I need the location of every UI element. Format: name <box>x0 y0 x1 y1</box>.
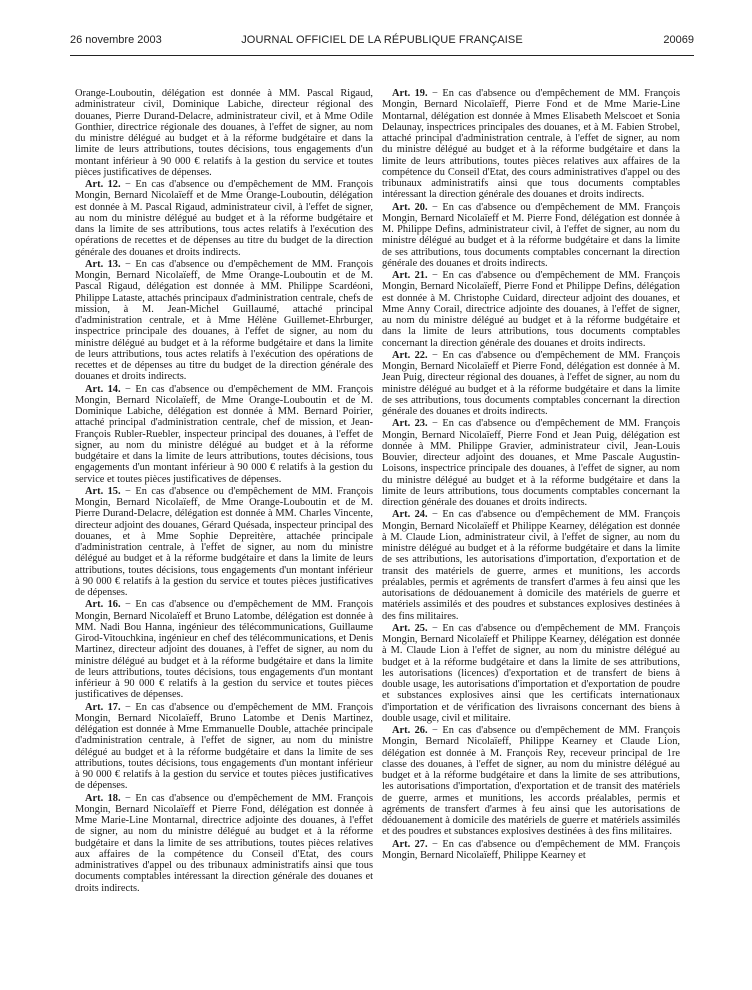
article-label: Art. 19. <box>392 88 428 99</box>
article-label: Art. 17. <box>85 701 121 713</box>
article-text: − En cas d'absence ou d'empêchement de MM. François Mongin, Bernard Nicolaïeff, Pierre Fond et de Mme Marie-Line Montarnal, délégation est donnée à Mmes Elisabeth Melscoet et Sonia Delaunay, inspectrices principales des douanes, et à M. Fabien Strobel, attaché principal d'administration centrale, à l'effet de signer, au nom du ministre délégué au budget et à la réforme budgétaire et dans la limite de leurs attributions, toutes pièces relatives aux affaires de la compétence du Conseil d'Etat, des cours administratives d'appel ou des tribunaux administratifs ainsi que tous documents comptables intéressant la direction générale des douanes et droits indirects. <box>382 88 680 201</box>
article-label: Art. 23. <box>392 418 428 430</box>
article-label: Art. 20. <box>392 201 428 213</box>
journal-title: JOURNAL OFFICIEL DE LA RÉPUBLIQUE FRANÇAISE <box>241 34 523 46</box>
article-paragraph <box>382 725 680 838</box>
article-paragraph <box>382 88 680 201</box>
article-text: − En cas d'absence ou d'empêchement de MM. François Mongin, Bernard Nicolaïeff et Philippe Kearney, délégation est donnée à M. Claude Lion à l'effet de signer, au nom du ministre délégué au budget et à la réforme budgétaire et dans la limite de ses attributions, les autorisations (licences) d'exportation et de transfert de biens à double usage, les autorisations d'importation et d'exportation de poudre et substances explosives ainsi que les certificats internationaux d'importation et de vérification des livraisons concernant des biens à double usage, civil et militaire. <box>382 622 680 724</box>
article-text: − En cas d'absence ou d'empêchement de MM. François Mongin, Bernard Nicolaïeff, Pierre Fond et Philippe Defins, délégation est donnée à M. Christophe Cuidard, directeur adjoint des douanes, et Mme Anny Corail, directrice adjointe des douanes, à l'effet de signer, au nom du ministre délégué au budget et à la réforme budgétaire et dans la limite de leurs attributions, tous documents comptables concernant la direction générale des douanes et droits indirects. <box>382 270 680 349</box>
article-label: Art. 13. <box>85 258 121 270</box>
article-paragraph <box>382 418 680 508</box>
article-text: Orange-Louboutin, délégation est donnée à MM. Pascal Rigaud, administrateur civil, Dominique Labiche, directeur régional des douanes, Pierre Durand-Delacre, administrateur civil, et à Mme Odile Gonthier, directrice régionale des douanes, à l'effet de signer, au nom du ministre délégué au budget et à la réforme budgétaire et dans la limite de leurs attributions, toutes décisions, tous engagements d'un montant inférieur à 90 000 € relatifs à la gestion du service et toutes pièces justificatives de dépenses. <box>75 88 373 178</box>
article-label: Art. 16. <box>85 599 121 611</box>
article-text: − En cas d'absence ou d'empêchement de MM. François Mongin, Bernard Nicolaïeff et Pierre Fond, délégation est donnée à Mme Marie-Line Montarnal, directrice adjointe des douanes, à l'effet de signer, au nom du ministre délégué au budget et à la réforme budgétaire et dans la limite de ses attributions, toutes pièces relatives aux affaires de la compétence du Conseil d'Etat, des cours administratives d'appel ou des tribunaux administratifs ainsi que tous documents comptables intéressant la direction générale des douanes et droits indirects. <box>75 792 373 894</box>
article-text: − En cas d'absence ou d'empêchement de MM. François Mongin, Bernard Nicolaïeff, Bruno Latombe et Denis Martinez, délégation est donnée à Mme Emmanuelle Double, attachée principale d'administration centrale, à l'effet de signer, au nom du ministre délégué au budget et à la réforme budgétaire et dans la limite de ses attributions, toutes décisions, tous engagements d'un montant inférieur à 90 000 € relatifs à la gestion du service et toutes pièces justificatives de dépenses. <box>75 701 373 792</box>
article-paragraph <box>382 270 680 349</box>
article-text: − En cas d'absence ou d'empêchement de MM. François Mongin, Bernard Nicolaïeff, Pierre Fond et Jean Puig, délégation est donnée à MM. Philippe Gravier, administrateur civil, Jean-Louis Bouvier, directeur adjoint des douanes, et Mme Pascale Augustin-Loisons, inspectrice principale des douanes, à l'effet de signer, au nom du ministre délégué au budget et à la réforme budgétaire et dans la limite de leurs attributions, tous documents comptables concernant la direction générale des douanes et droits indirects. <box>382 418 680 508</box>
article-text: − En cas d'absence ou d'empêchement de MM. François Mongin, Bernard Nicolaïeff, de Mme Orange-Louboutin et de M. Pierre Durand-Delacre, délégation est donnée à MM. Charles Vincente, directeur adjoint des douanes, Gérard Quésada, inspecteur principal des douanes, et à Mme Sophie Depreitère, attachée principale d'administration centrale, à l'effet de signer, au nom du ministre délégué au budget et à la réforme budgétaire et dans la limite de leurs attributions, toutes décisions, tous engagements d'un montant inférieur à 90 000 € relatifs à la gestion du service et toutes pièces justificatives de dépenses. <box>75 485 373 598</box>
article-label: Art. 21. <box>392 270 428 281</box>
right-column <box>382 88 680 983</box>
article-paragraph <box>382 623 680 724</box>
article-text: − En cas d'absence ou d'empêchement de MM. François Mongin, Bernard Nicolaïeff, Philippe Kearney et Claude Lion, délégation est donnée à M. François Rey, receveur principal de 1re classe des douanes, à l'effet de signer, au nom du ministre délégué au budget et à la réforme budgétaire et dans la limite de ses attributions, les autorisations d'importation, d'exportation et de transit des matériels de guerre, armes et munitions, les accords préalables, permis et agréments de transfert d'armes à feu ainsi que les autorisations de dédouanement à domicile des matériels de guerre et matériels assimilés et des poudres et substances explosives destinées à des fins militaires. <box>382 725 680 838</box>
article-paragraph <box>75 179 373 258</box>
article-text: − En cas d'absence ou d'empêchement de MM. François Mongin, Bernard Nicolaïeff et de Mme Orange-Louboutin, délégation est donnée à M. Pascal Rigaud, administrateur civil, à l'effet de signer, au nom du ministre délégué au budget et à la réforme budgétaire et dans la limite de ses attributions, tous actes relatifs à l'exécution des opérations de recettes et de dépenses au titre du budget de la direction générale des douanes et droits indirects. <box>75 179 373 258</box>
article-label: Art. 27. <box>392 838 428 850</box>
article-label: Art. 14. <box>85 383 121 395</box>
article-label: Art. 24. <box>392 509 428 521</box>
article-text: − En cas d'absence ou d'empêchement de MM. François Mongin, Bernard Nicolaïeff et Bruno Latombe, délégation est donnée à MM. Nadi Bou Hanna, ingénieur des télécommunications, Guillaume Girod-Vitouchkina, ingénieur en chef des télécommunications, et Denis Martinez, directeur adjoint des douanes, à l'effet de signer, au nom du ministre délégué au budget et à la réforme budgétaire et dans la limite de leurs attributions, toutes décisions, tous engagements d'un montant inférieur à 90 000 € relatifs à la gestion du service et toutes pièces justificatives de dépenses. <box>75 599 373 701</box>
header-date: 26 novembre 2003 <box>70 34 162 46</box>
article-paragraph <box>382 350 680 418</box>
article-text: − En cas d'absence ou d'empêchement de MM. François Mongin, Bernard Nicolaïeff et M. Pierre Fond, délégation est donnée à M. Philippe Defins, administrateur civil, à l'effet de signer, au nom du ministre délégué au budget et à la réforme budgétaire et dans la limite de ses attributions, tous documents comptables concernant la direction générale des douanes et droits indirects. <box>382 201 680 269</box>
article-paragraph <box>75 88 373 178</box>
article-label: Art. 18. <box>85 792 121 804</box>
article-label: Art. 15. <box>85 485 121 497</box>
article-label: Art. 25. <box>392 622 428 634</box>
left-column <box>75 88 373 983</box>
article-paragraph <box>382 839 680 862</box>
header-rule <box>70 55 694 56</box>
article-paragraph <box>75 702 373 792</box>
article-paragraph <box>75 384 373 485</box>
article-text: − En cas d'absence ou d'empêchement de MM. François Mongin, Bernard Nicolaïeff, de Mme Orange-Louboutin et de M. Dominique Labiche, délégation est donnée à MM. Bernard Poirier, attaché principal d'administration centrale, chef de mission, et Jean-François Rubler-Ruebler, inspecteur principal des douanes, à l'effet de signer, au nom du ministre délégué au budget et à la réforme budgétaire et dans la limite de leurs attributions, toutes décisions, tous engagements d'un montant inférieur à 90 000 € relatifs à la gestion du service et toutes pièces justificatives de dépenses. <box>75 383 373 485</box>
article-text: − En cas d'absence ou d'empêchement de MM. François Mongin, Bernard Nicolaïeff, de Mme Orange-Louboutin et de M. Pascal Rigaud, délégation est donnée à MM. Philippe Scardéoni, Philippe Lataste, attachés principaux d'administration centrale, chefs de mission, à M. Jean-Michel Guillaumé, attaché principal d'administration centrale, et à Mme Hélène Guillemet-Ehrburger, inspectrice principale des douanes, à l'effet de signer, au nom du ministre délégué au budget et à la réforme budgétaire et dans la limite de leurs attributions, tous actes relatifs à l'exécution des opérations de recettes et de dépenses au titre du budget de la direction générale des douanes et droits indirects. <box>75 258 373 383</box>
article-text: − En cas d'absence ou d'empêchement de MM. François Mongin, Bernard Nicolaïeff et Pierre Fond, délégation est donnée à M. Jean Puig, directeur régional des douanes, à l'effet de signer, au nom du ministre délégué au budget et à la réforme budgétaire et dans la limite de ses attributions, tous documents comptables concernant la direction générale des douanes et droits indirects. <box>382 349 680 417</box>
article-text: − En cas d'absence ou d'empêchement de MM. François Mongin, Bernard Nicolaïeff, Philippe Kearney et <box>382 838 680 861</box>
article-paragraph <box>382 509 680 622</box>
article-label: Art. 22. <box>392 349 428 361</box>
article-paragraph <box>382 202 680 270</box>
article-text: − En cas d'absence ou d'empêchement de MM. François Mongin, Bernard Nicolaïeff et Philippe Kearney, délégation est donnée à M. Claude Lion, administrateur civil, à l'effet de signer, au nom du ministre délégué au budget et à la réforme budgétaire et dans la limite de ses attributions, les autorisations d'importation, d'exportation et de transit des matériels de guerre, armes et munitions, les accords préalables, permis et agréments de transfert d'armes à feu ainsi que les autorisations de dédouanement à domicile des matériels de guerre et matériels assimilés et des poudres et substances explosives destinées à des fins militaires. <box>382 509 680 622</box>
article-label: Art. 26. <box>392 725 428 736</box>
article-paragraph <box>75 486 373 599</box>
page-number: 20069 <box>663 34 694 46</box>
article-paragraph <box>75 793 373 894</box>
article-paragraph <box>75 259 373 383</box>
article-paragraph <box>75 599 373 700</box>
page-header <box>70 34 694 50</box>
article-label: Art. 12. <box>85 179 121 190</box>
